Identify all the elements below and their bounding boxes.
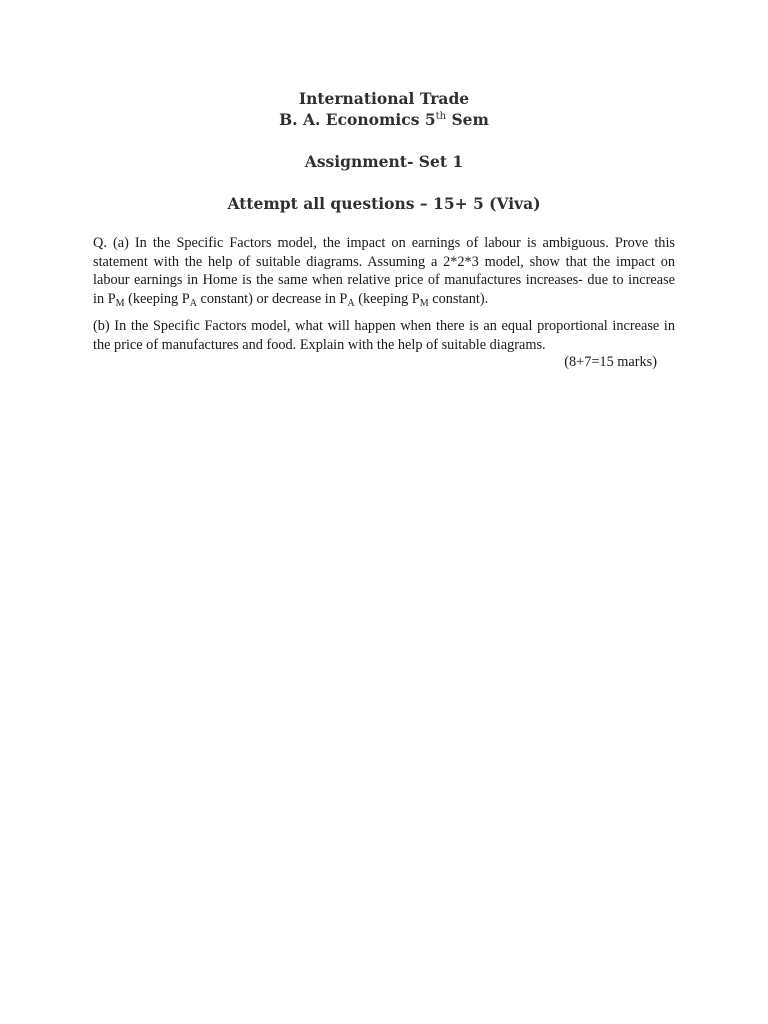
part-a-text-2: (keeping P (124, 290, 190, 307)
subscript-m-1: M (115, 297, 125, 309)
subscript-a-1: A (189, 297, 197, 309)
course-semester: Sem (446, 110, 489, 129)
part-a-text-3: constant) or decrease in P (196, 290, 348, 307)
course-line (0, 109, 768, 130)
subscript-a-2: A (347, 297, 355, 309)
marks-allocation: (8+7=15 marks) (564, 354, 657, 370)
part-a-text-5: constant). (428, 290, 489, 307)
question-part-a (93, 234, 675, 308)
instructions-heading: Attempt all questions – 15+ 5 (Viva) (227, 194, 541, 213)
course-superscript: th (435, 110, 447, 122)
course-name: B. A. Economics 5 (279, 110, 436, 129)
assignment-heading: Assignment- Set 1 (304, 152, 464, 171)
subscript-m-2: M (419, 297, 429, 309)
document-title: International Trade (298, 89, 470, 108)
part-a-text-4: (keeping P (354, 290, 420, 307)
question-part-b: (b) In the Specific Factors model, what will happen when there is an equal proportional increase in the price of manufactures and food. Explain with the help of suitable diagrams. (93, 318, 675, 353)
part-a-text-1: Q. (a) In the Specific Factors model, the impact on earnings of labour is ambiguous. Prove this statement with the help of suitable diagrams. Assuming a 2*2*3 model, show that the impact on labour earnings in Home is the same when relative price of manufactures increases- due to increase in P (93, 235, 675, 307)
